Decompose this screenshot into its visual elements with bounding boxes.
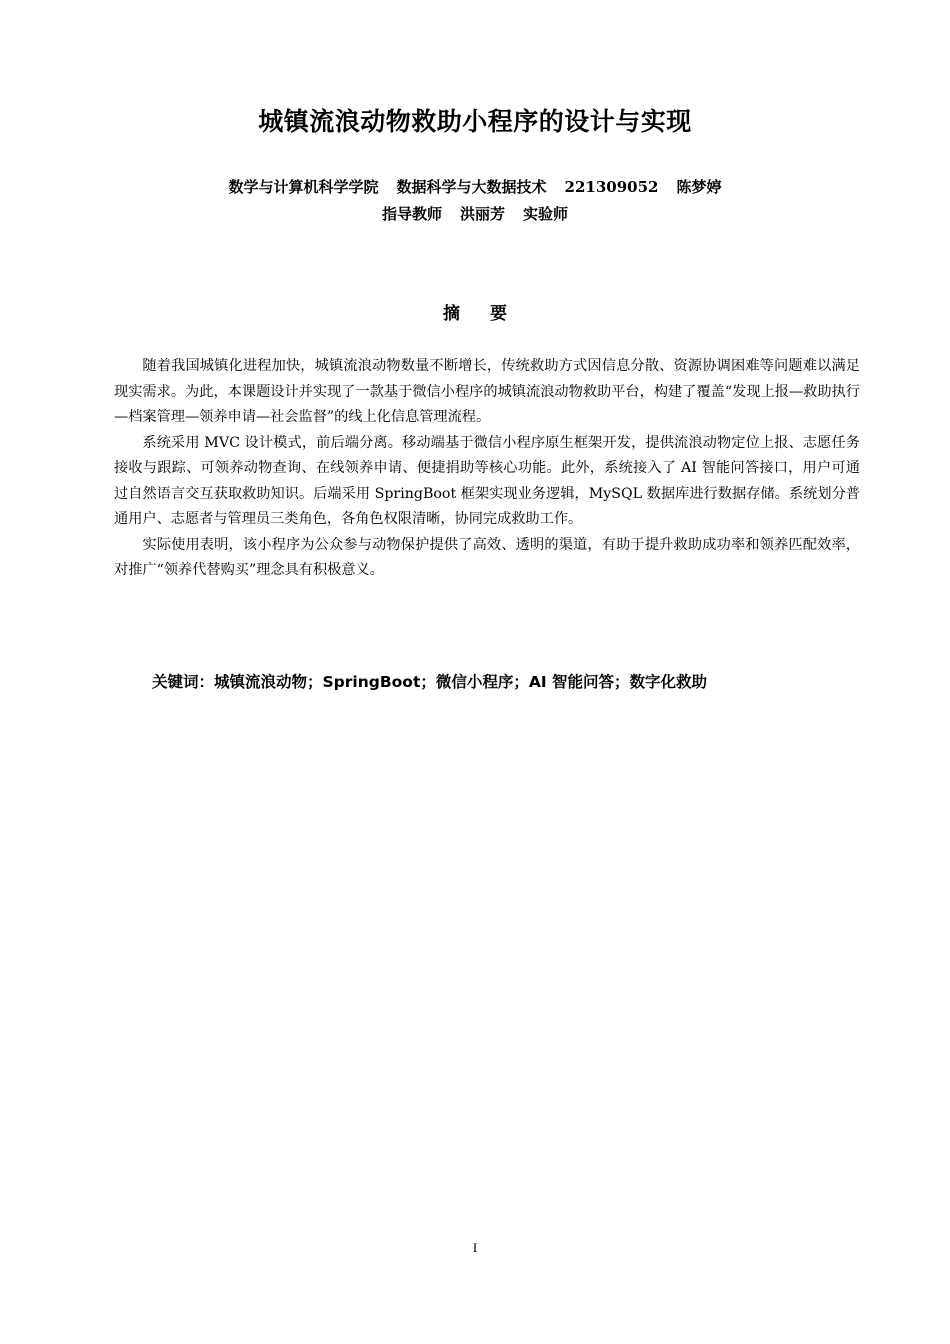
author-major: 数据科学与大数据技术: [396, 178, 547, 196]
advisor-info: [0, 203, 950, 225]
abstract-paragraph-1: 随着我国城镇化进程加快，城镇流浪动物数量不断增长，传统救助方式因信息分散、资源协调困难等问题难以满足现实需求。为此，本课题设计并实现了一款基于微信小程序的城镇流浪动物救助平台，构建了覆盖“发现上报—救助执行—档案管理—领养申请—社会监督”的线上化信息管理流程。: [114, 358, 860, 425]
keywords: 关键词：城镇流浪动物；SpringBoot；微信小程序；AI 智能问答；数字化救助: [152, 673, 708, 691]
advisor-label: 指导教师: [381, 205, 442, 223]
author-name: 陈梦婷: [676, 178, 722, 196]
advisor-name: 洪丽芳: [459, 205, 505, 223]
abstract-body: [114, 354, 860, 584]
advisor-title: 实验师: [523, 205, 569, 223]
abstract-paragraph-2: 系统采用 MVC 设计模式，前后端分离。移动端基于微信小程序原生框架开发，提供流浪动物定位上报、志愿任务接收与跟踪、可领养动物查询、在线领养申请、便捷捐助等核心功能。此外，系统接入了 AI 智能问答接口，用户可通过自然语言交互获取救助知识。后端采用 SpringBoot 框架实现业务逻辑，MySQL 数据库进行数据存储。系统划分普通用户、志愿者与管理员三类角色，各角色权限清晰，协同完成救助工作。: [114, 434, 860, 527]
author-info: [0, 176, 950, 198]
author-student-id: 221309052: [564, 178, 659, 196]
page-number: I: [472, 1240, 478, 1255]
author-college: 数学与计算机科学学院: [228, 178, 379, 196]
abstract-heading: 摘 要: [443, 304, 519, 324]
abstract-paragraph-3: 实际使用表明，该小程序为公众参与动物保护提供了高效、透明的渠道，有助于提升救助成功率和领养匹配效率，对推广“领养代替购买”理念具有积极意义。: [114, 536, 860, 578]
paper-title: 城镇流浪动物救助小程序的设计与实现: [258, 107, 692, 136]
